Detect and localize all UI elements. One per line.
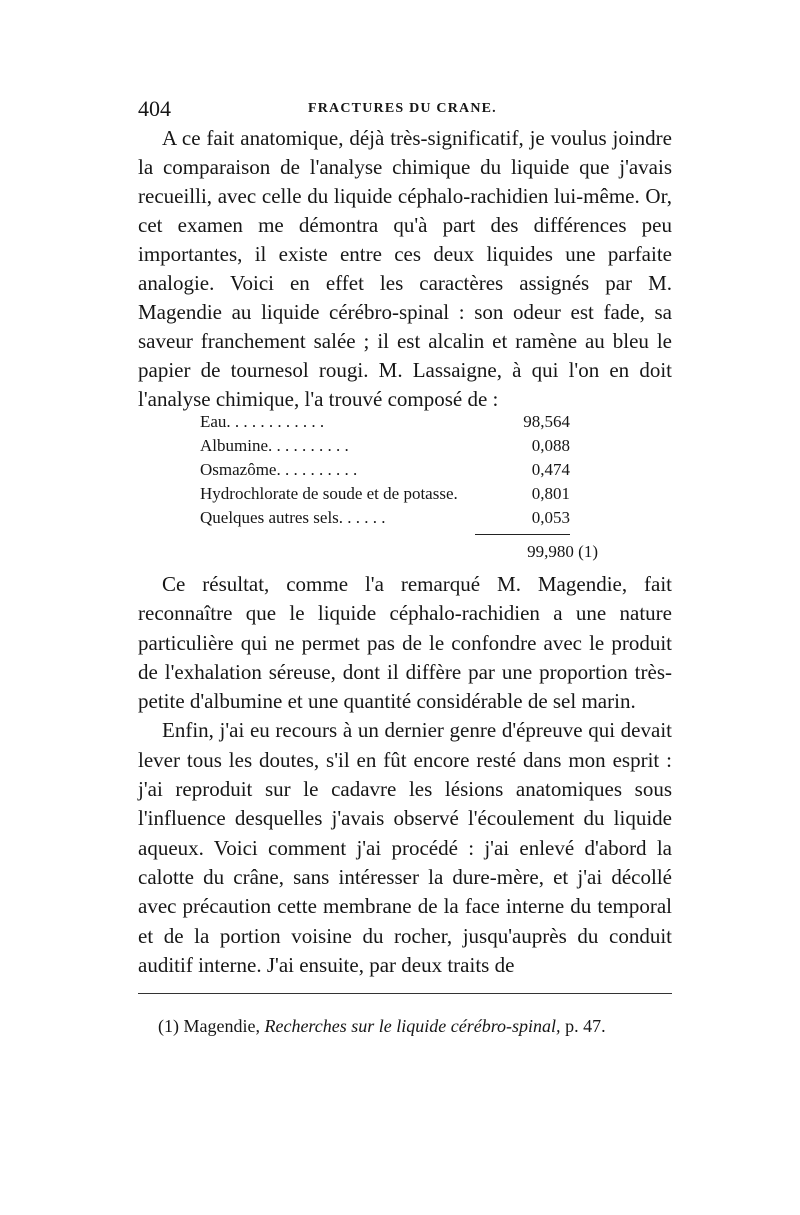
footnote-title: Recherches sur le liquide cérébro-spinal, bbox=[264, 1016, 561, 1036]
paragraph-experiment: Enfin, j'ai eu recours à un dernier genre d'épreuve qui devait lever tous les doutes, s'il en fût encore resté dans mon esprit : j'ai reproduit sur le cadavre les lésions anatomiques sous l'influence desquelles j'avais observé l'écoulement du liquide aqueux. Voici comment j'ai procédé : j'ai enlevé d'abord la calotte du crâne, sans intéresser la dure-mère, et j'ai décollé avec précaution cette membrane de la face interne du temporal et de la portion voisine du rocher, jusqu'auprès du conduit auditif interne. J'ai ensuite, par deux traits de bbox=[138, 718, 672, 977]
component-name: Eau. . . . . . . . . . . . bbox=[200, 412, 325, 431]
analysis-total-row bbox=[200, 540, 598, 564]
component-value: 0,053 bbox=[531, 508, 570, 527]
paragraph-result: Ce résultat, comme l'a remarqué M. Magendie, fait reconnaître que le liquide céphalo-rachidien a une nature particulière qui ne permet pas de le confondre avec le produit de l'exhalation séreuse, dont il diffère par une proportion très-petite d'albumine et une quantité considérable de sel marin. bbox=[138, 572, 672, 714]
page-header bbox=[138, 96, 672, 124]
footnote-rule bbox=[138, 993, 672, 994]
footnote-marker: (1) Magendie, bbox=[158, 1016, 260, 1036]
component-name: Albumine. . . . . . . . . . bbox=[200, 436, 349, 455]
footnote-page: p. 47. bbox=[565, 1016, 606, 1036]
chemical-analysis-table bbox=[200, 410, 598, 564]
analysis-row bbox=[200, 482, 570, 506]
component-value: 0,088 bbox=[531, 436, 570, 455]
component-name: Osmazôme. . . . . . . . . . bbox=[200, 460, 358, 479]
analysis-row bbox=[200, 506, 570, 530]
analysis-row bbox=[200, 410, 570, 434]
footnote bbox=[158, 1016, 678, 1037]
component-name: Hydrochlorate de soude et de potasse. bbox=[200, 484, 458, 503]
running-title: FRACTURES DU CRANE. bbox=[308, 101, 497, 116]
paragraph-anatomical-fact: A ce fait anatomique, déjà très-significatif, je voulus joindre la comparaison de l'analyse chimique du liquide que j'avais recueilli, avec celle du liquide céphalo-rachidien lui-même. Or, cet examen me démontra qu'à part des différences peu importantes, il existe entre ces deux liquides une parfaite analogie. Voici en effet les caractères assignés par M. Magendie au liquide cérébro-spinal : son odeur est fade, sa saveur franchement salée ; il est alcalin et ramène au bleu le papier de tournesol rougi. M. Lassaigne, à qui l'on en doit l'analyse chimique, l'a trouvé composé de : bbox=[138, 126, 672, 411]
page-number: 404 bbox=[138, 96, 171, 121]
total-rule bbox=[200, 530, 570, 540]
component-name: Quelques autres sels. . . . . . bbox=[200, 508, 386, 527]
component-value: 98,564 bbox=[523, 412, 570, 431]
body-text-bottom bbox=[138, 570, 672, 980]
analysis-row bbox=[200, 434, 570, 458]
component-value: 0,801 bbox=[531, 484, 570, 503]
component-value: 0,474 bbox=[531, 460, 570, 479]
analysis-total: 99,980 (1) bbox=[527, 542, 598, 561]
analysis-row bbox=[200, 458, 570, 482]
body-text-top bbox=[138, 124, 672, 414]
